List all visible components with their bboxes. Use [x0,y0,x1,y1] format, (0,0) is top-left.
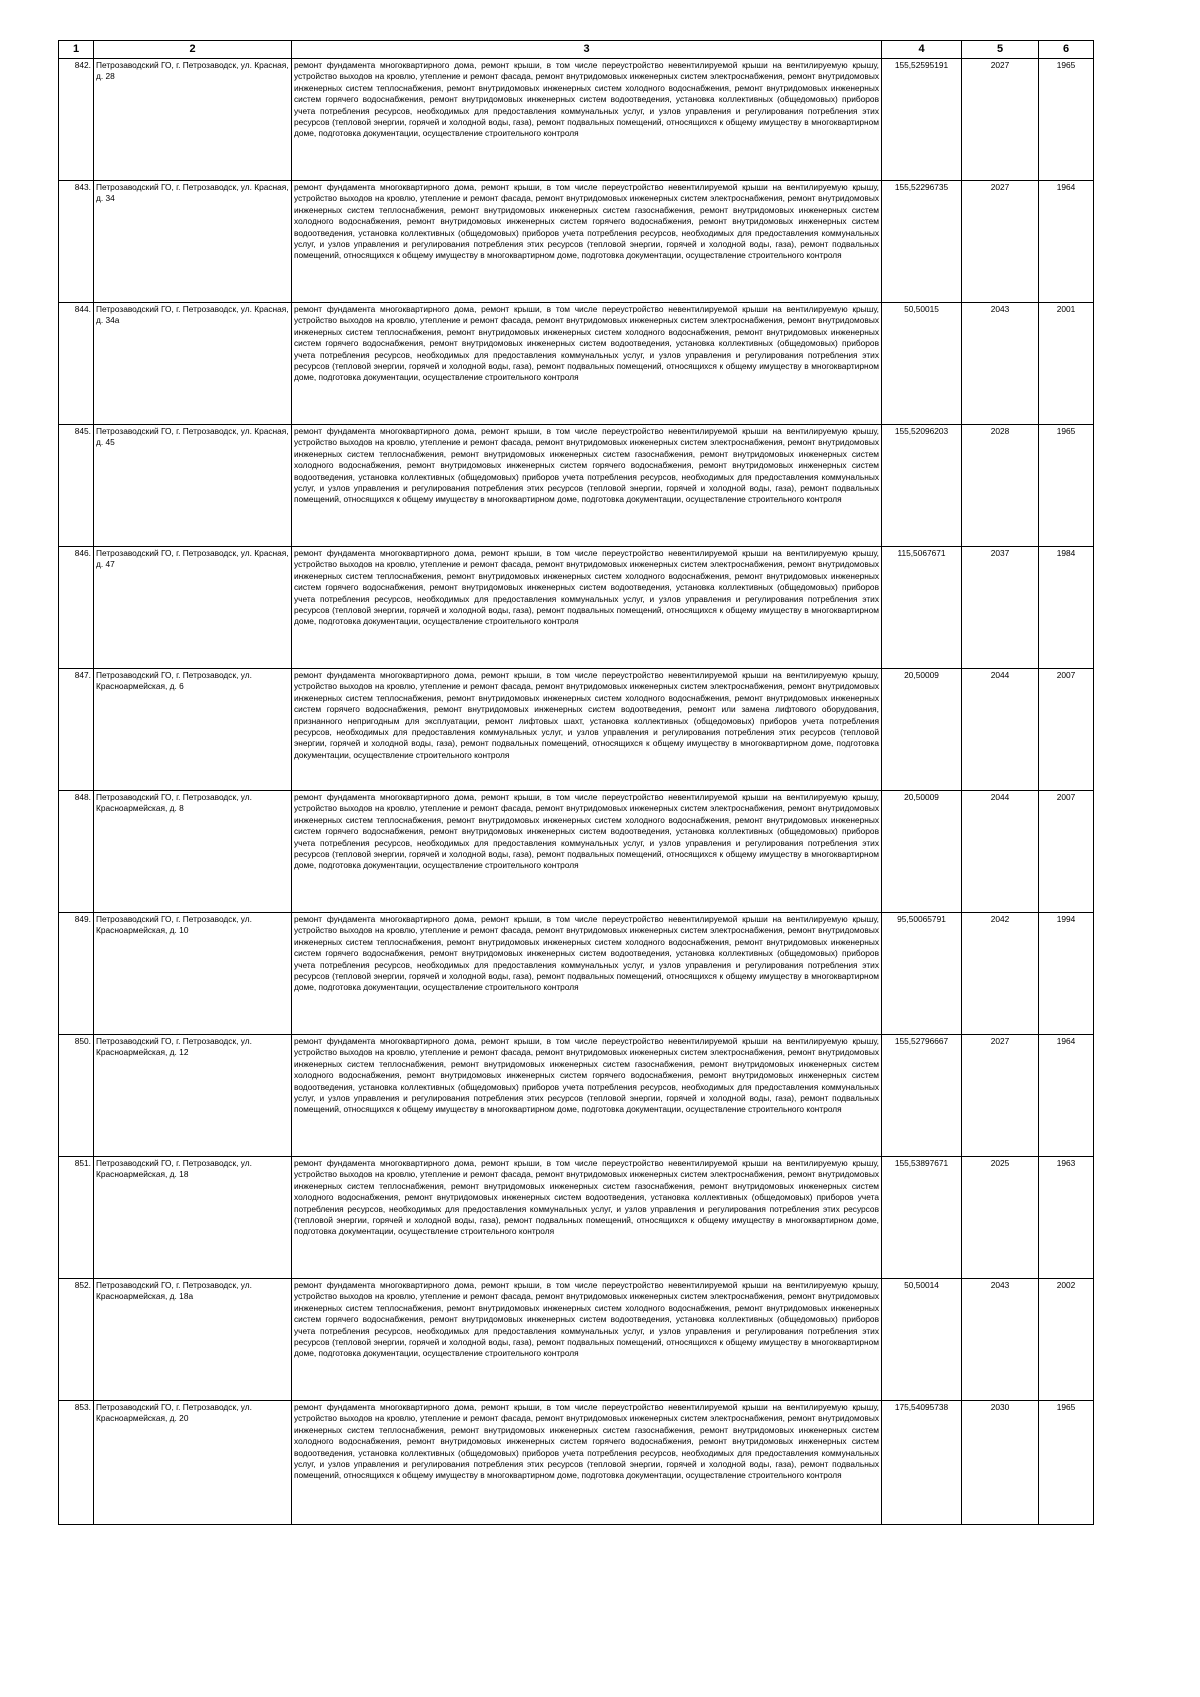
table-row [59,791,1094,913]
row-build-year: 2007 [1039,669,1094,791]
row-build-year: 1964 [1039,181,1094,303]
row-number: 842. [59,59,94,181]
row-planned-year: 2030 [962,1401,1039,1525]
row-address: Петрозаводский ГО, г. Петрозаводск, ул. Красноармейская, д. 6 [94,669,292,791]
table-row [59,425,1094,547]
row-address: Петрозаводский ГО, г. Петрозаводск, ул. Красноармейская, д. 20 [94,1401,292,1525]
row-works: ремонт фундамента многоквартирного дома, ремонт крыши, в том числе переустройство невентилируемой крыши на вентилируемую крышу, устройство выходов на кровлю, утепление и ремонт фасада, ремонт внутридомовых инженерных систем электроснабжения, ремонт внутридомовых инженерных систем теплоснабжения, ремонт внутридомовых инженерных систем газоснабжения, ремонт внутридомовых инженерных систем холодного водоснабжения, ремонт внутридомовых инженерных систем горячего водоснабжения, ремонт внутридомовых инженерных систем водоотведения, установка коллективных (общедомовых) приборов учета потребления ресурсов, необходимых для предоставления коммунальных услуг, и узлов управления и регулирования потребления этих ресурсов (тепловой энергии, горячей и холодной воды, газа), ремонт подвальных помещений, относящихся к общему имуществу в многоквартирном доме, подготовка документации, осуществление строительного контроля [292,181,882,303]
row-planned-year: 2025 [962,1157,1039,1279]
row-number: 843. [59,181,94,303]
column-header-3: 3 [292,41,882,59]
row-cost: 155,52796667 [882,1035,962,1157]
row-number: 852. [59,1279,94,1401]
row-address: Петрозаводский ГО, г. Петрозаводск, ул. Красноармейская, д. 18 [94,1157,292,1279]
row-works: ремонт фундамента многоквартирного дома, ремонт крыши, в том числе переустройство невентилируемой крыши на вентилируемую крышу, устройство выходов на кровлю, утепление и ремонт фасада, ремонт внутридомовых инженерных систем электроснабжения, ремонт внутридомовых инженерных систем теплоснабжения, ремонт внутридомовых инженерных систем холодного водоснабжения, ремонт внутридомовых инженерных систем горячего водоснабжения, ремонт внутридомовых инженерных систем водоотведения, установка коллективных (общедомовых) приборов учета потребления ресурсов, необходимых для предоставления коммунальных услуг, и узлов управления и регулирования потребления этих ресурсов (тепловой энергии, горячей и холодной воды, газа), ремонт подвальных помещений, относящихся к общему имуществу в многоквартирном доме, подготовка документации, осуществление строительного контроля [292,1279,882,1401]
row-build-year: 1965 [1039,1401,1094,1525]
header-row [59,41,1094,59]
row-number: 850. [59,1035,94,1157]
row-address: Петрозаводский ГО, г. Петрозаводск, ул. Красная, д. 34 [94,181,292,303]
row-build-year: 2001 [1039,303,1094,425]
row-build-year: 1963 [1039,1157,1094,1279]
table-row [59,181,1094,303]
table-body [59,59,1094,1525]
row-works: ремонт фундамента многоквартирного дома, ремонт крыши, в том числе переустройство невентилируемой крыши на вентилируемую крышу, устройство выходов на кровлю, утепление и ремонт фасада, ремонт внутридомовых инженерных систем электроснабжения, ремонт внутридомовых инженерных систем теплоснабжения, ремонт внутридомовых инженерных систем газоснабжения, ремонт внутридомовых инженерных систем холодного водоснабжения, ремонт внутридомовых инженерных систем водоотведения, установка коллективных (общедомовых) приборов учета потребления ресурсов, необходимых для предоставления коммунальных услуг, и узлов управления и регулирования потребления этих ресурсов (тепловой энергии, горячей и холодной воды, газа), ремонт подвальных помещений, относящихся к общему имуществу в многоквартирном доме, подготовка документации, осуществление строительного контроля [292,1157,882,1279]
row-address: Петрозаводский ГО, г. Петрозаводск, ул. Красная, д. 47 [94,547,292,669]
table-row [59,1035,1094,1157]
row-number: 846. [59,547,94,669]
row-planned-year: 2037 [962,547,1039,669]
row-cost: 95,50065791 [882,913,962,1035]
table-row [59,547,1094,669]
row-planned-year: 2043 [962,303,1039,425]
row-planned-year: 2027 [962,59,1039,181]
row-planned-year: 2044 [962,669,1039,791]
column-header-2: 2 [94,41,292,59]
row-build-year: 1965 [1039,425,1094,547]
column-header-6: 6 [1039,41,1094,59]
table-row [59,1157,1094,1279]
row-address: Петрозаводский ГО, г. Петрозаводск, ул. Красноармейская, д. 8 [94,791,292,913]
row-planned-year: 2028 [962,425,1039,547]
row-cost: 20,50009 [882,669,962,791]
row-planned-year: 2042 [962,913,1039,1035]
row-planned-year: 2027 [962,181,1039,303]
row-planned-year: 2027 [962,1035,1039,1157]
row-number: 845. [59,425,94,547]
table-row [59,303,1094,425]
row-cost: 155,52595191 [882,59,962,181]
row-works: ремонт фундамента многоквартирного дома, ремонт крыши, в том числе переустройство невентилируемой крыши на вентилируемую крышу, устройство выходов на кровлю, утепление и ремонт фасада, ремонт внутридомовых инженерных систем электроснабжения, ремонт внутридомовых инженерных систем теплоснабжения, ремонт внутридомовых инженерных систем холодного водоснабжения, ремонт внутридомовых инженерных систем горячего водоснабжения, ремонт внутридомовых инженерных систем водоотведения, установка коллективных (общедомовых) приборов учета потребления ресурсов, необходимых для предоставления коммунальных услуг, и узлов управления и регулирования потребления этих ресурсов (тепловой энергии, горячей и холодной воды, газа), ремонт подвальных помещений, относящихся к общему имуществу в многоквартирном доме, подготовка документации, осуществление строительного контроля [292,913,882,1035]
row-works: ремонт фундамента многоквартирного дома, ремонт крыши, в том числе переустройство невентилируемой крыши на вентилируемую крышу, устройство выходов на кровлю, утепление и ремонт фасада, ремонт внутридомовых инженерных систем электроснабжения, ремонт внутридомовых инженерных систем теплоснабжения, ремонт внутридомовых инженерных систем холодного водоснабжения, ремонт внутридомовых инженерных систем горячего водоснабжения, ремонт внутридомовых инженерных систем водоотведения, установка коллективных (общедомовых) приборов учета потребления ресурсов, необходимых для предоставления коммунальных услуг, и узлов управления и регулирования потребления этих ресурсов (тепловой энергии, горячей и холодной воды, газа), ремонт подвальных помещений, относящихся к общему имуществу в многоквартирном доме, подготовка документации, осуществление строительного контроля [292,791,882,913]
row-cost: 50,50015 [882,303,962,425]
row-cost: 155,52096203 [882,425,962,547]
row-number: 848. [59,791,94,913]
row-works: ремонт фундамента многоквартирного дома, ремонт крыши, в том числе переустройство невентилируемой крыши на вентилируемую крышу, устройство выходов на кровлю, утепление и ремонт фасада, ремонт внутридомовых инженерных систем электроснабжения, ремонт внутридомовых инженерных систем теплоснабжения, ремонт внутридомовых инженерных систем холодного водоснабжения, ремонт внутридомовых инженерных систем горячего водоснабжения, ремонт внутридомовых инженерных систем водоотведения, установка коллективных (общедомовых) приборов учета потребления ресурсов, необходимых для предоставления коммунальных услуг, и узлов управления и регулирования потребления этих ресурсов (тепловой энергии, горячей и холодной воды, газа), ремонт подвальных помещений, относящихся к общему имуществу в многоквартирном доме, подготовка документации, осуществление строительного контроля [292,303,882,425]
row-number: 847. [59,669,94,791]
table-row [59,1401,1094,1525]
row-works: ремонт фундамента многоквартирного дома, ремонт крыши, в том числе переустройство невентилируемой крыши на вентилируемую крышу, устройство выходов на кровлю, утепление и ремонт фасада, ремонт внутридомовых инженерных систем электроснабжения, ремонт внутридомовых инженерных систем теплоснабжения, ремонт внутридомовых инженерных систем газоснабжения, ремонт внутридомовых инженерных систем холодного водоснабжения, ремонт внутридомовых инженерных систем горячего водоснабжения, ремонт внутридомовых инженерных систем водоотведения, установка коллективных (общедомовых) приборов учета потребления ресурсов, необходимых для предоставления коммунальных услуг, и узлов управления и регулирования потребления этих ресурсов (тепловой энергии, горячей и холодной воды, газа), ремонт подвальных помещений, относящихся к общему имуществу в многоквартирном доме, подготовка документации, осуществление строительного контроля [292,1035,882,1157]
row-works: ремонт фундамента многоквартирного дома, ремонт крыши, в том числе переустройство невентилируемой крыши на вентилируемую крышу, устройство выходов на кровлю, утепление и ремонт фасада, ремонт внутридомовых инженерных систем электроснабжения, ремонт внутридомовых инженерных систем теплоснабжения, ремонт внутридомовых инженерных систем газоснабжения, ремонт внутридомовых инженерных систем холодного водоснабжения, ремонт внутридомовых инженерных систем горячего водоснабжения, ремонт внутридомовых инженерных систем водоотведения, установка коллективных (общедомовых) приборов учета потребления ресурсов, необходимых для предоставления коммунальных услуг, и узлов управления и регулирования потребления этих ресурсов (тепловой энергии, горячей и холодной воды, газа), ремонт подвальных помещений, относящихся к общему имуществу в многоквартирном доме, подготовка документации, осуществление строительного контроля [292,1401,882,1525]
row-build-year: 2007 [1039,791,1094,913]
table-row [59,1279,1094,1401]
row-address: Петрозаводский ГО, г. Петрозаводск, ул. Красная, д. 34а [94,303,292,425]
row-works: ремонт фундамента многоквартирного дома, ремонт крыши, в том числе переустройство невентилируемой крыши на вентилируемую крышу, устройство выходов на кровлю, утепление и ремонт фасада, ремонт внутридомовых инженерных систем электроснабжения, ремонт внутридомовых инженерных систем теплоснабжения, ремонт внутридомовых инженерных систем холодного водоснабжения, ремонт внутридомовых инженерных систем горячего водоснабжения, ремонт внутридомовых инженерных систем водоотведения, установка коллективных (общедомовых) приборов учета потребления ресурсов, необходимых для предоставления коммунальных услуг, и узлов управления и регулирования потребления этих ресурсов (тепловой энергии, горячей и холодной воды, газа), ремонт подвальных помещений, относящихся к общему имуществу в многоквартирном доме, подготовка документации, осуществление строительного контроля [292,59,882,181]
row-build-year: 1994 [1039,913,1094,1035]
column-header-4: 4 [882,41,962,59]
column-header-5: 5 [962,41,1039,59]
row-cost: 20,50009 [882,791,962,913]
row-number: 849. [59,913,94,1035]
row-address: Петрозаводский ГО, г. Петрозаводск, ул. Красноармейская, д. 18а [94,1279,292,1401]
row-number: 851. [59,1157,94,1279]
row-works: ремонт фундамента многоквартирного дома, ремонт крыши, в том числе переустройство невентилируемой крыши на вентилируемую крышу, устройство выходов на кровлю, утепление и ремонт фасада, ремонт внутридомовых инженерных систем электроснабжения, ремонт внутридомовых инженерных систем теплоснабжения, ремонт внутридомовых инженерных систем холодного водоснабжения, ремонт внутридомовых инженерных систем горячего водоснабжения, ремонт внутридомовых инженерных систем водоотведения, установка коллективных (общедомовых) приборов учета потребления ресурсов, необходимых для предоставления коммунальных услуг, и узлов управления и регулирования потребления этих ресурсов (тепловой энергии, горячей и холодной воды, газа), ремонт подвальных помещений, относящихся к общему имуществу в многоквартирном доме, подготовка документации, осуществление строительного контроля [292,547,882,669]
row-cost: 155,53897671 [882,1157,962,1279]
table-row [59,913,1094,1035]
row-cost: 155,52296735 [882,181,962,303]
row-address: Петрозаводский ГО, г. Петрозаводск, ул. Красноармейская, д. 12 [94,1035,292,1157]
row-build-year: 1965 [1039,59,1094,181]
row-number: 853. [59,1401,94,1525]
row-cost: 175,54095738 [882,1401,962,1525]
row-address: Петрозаводский ГО, г. Петрозаводск, ул. Красноармейская, д. 10 [94,913,292,1035]
row-build-year: 2002 [1039,1279,1094,1401]
row-build-year: 1984 [1039,547,1094,669]
row-works: ремонт фундамента многоквартирного дома, ремонт крыши, в том числе переустройство невентилируемой крыши на вентилируемую крышу, устройство выходов на кровлю, утепление и ремонт фасада, ремонт внутридомовых инженерных систем электроснабжения, ремонт внутридомовых инженерных систем теплоснабжения, ремонт внутридомовых инженерных систем холодного водоснабжения, ремонт внутридомовых инженерных систем горячего водоснабжения, ремонт внутридомовых инженерных систем водоотведения, ремонт или замена лифтового оборудования, признанного непригодным для эксплуатации, ремонт лифтовых шахт, установка коллективных (общедомовых) приборов учета потребления ресурсов, необходимых для предоставления коммунальных услуг, и узлов управления и регулирования потребления этих ресурсов (тепловой энергии, горячей и холодной воды, газа), ремонт подвальных помещений, относящихся к общему имуществу в многоквартирном доме, подготовка документации, осуществление строительного контроля [292,669,882,791]
column-header-1: 1 [59,41,94,59]
row-address: Петрозаводский ГО, г. Петрозаводск, ул. Красная, д. 45 [94,425,292,547]
row-cost: 50,50014 [882,1279,962,1401]
row-cost: 115,5067671 [882,547,962,669]
row-works: ремонт фундамента многоквартирного дома, ремонт крыши, в том числе переустройство невентилируемой крыши на вентилируемую крышу, устройство выходов на кровлю, утепление и ремонт фасада, ремонт внутридомовых инженерных систем электроснабжения, ремонт внутридомовых инженерных систем теплоснабжения, ремонт внутридомовых инженерных систем газоснабжения, ремонт внутридомовых инженерных систем холодного водоснабжения, ремонт внутридомовых инженерных систем горячего водоснабжения, ремонт внутридомовых инженерных систем водоотведения, установка коллективных (общедомовых) приборов учета потребления ресурсов, необходимых для предоставления коммунальных услуг, и узлов управления и регулирования потребления этих ресурсов (тепловой энергии, горячей и холодной воды, газа), ремонт подвальных помещений, относящихся к общему имуществу в многоквартирном доме, подготовка документации, осуществление строительного контроля [292,425,882,547]
registry-table [58,40,1094,1525]
table-row [59,669,1094,791]
row-planned-year: 2043 [962,1279,1039,1401]
row-number: 844. [59,303,94,425]
table-header [59,41,1094,59]
table-row [59,59,1094,181]
row-planned-year: 2044 [962,791,1039,913]
row-build-year: 1964 [1039,1035,1094,1157]
row-address: Петрозаводский ГО, г. Петрозаводск, ул. Красная, д. 28 [94,59,292,181]
